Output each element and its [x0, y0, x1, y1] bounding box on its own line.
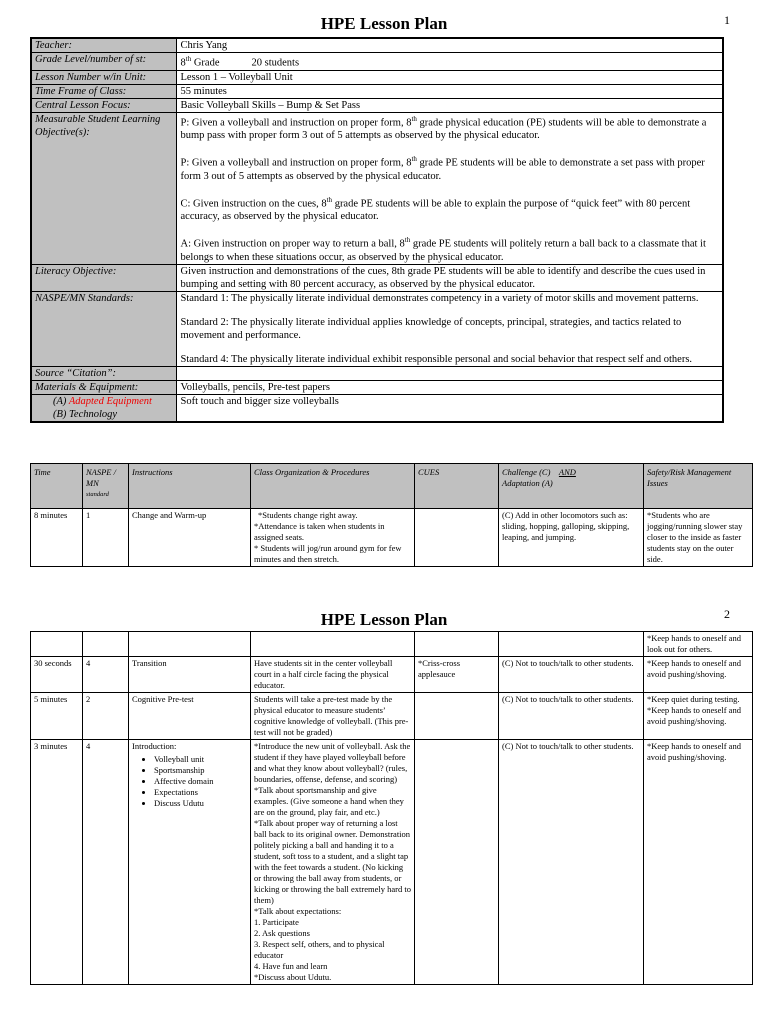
info-value: Soft touch and bigger size volleyballs — [176, 394, 723, 422]
page-number: 2 — [724, 607, 730, 621]
cell-cues: *Criss-cross applesauce — [415, 657, 499, 693]
info-row — [31, 53, 723, 71]
info-value: Given instruction and demonstrations of the cues, 8th grade PE students will be able to identify and describe the cues used in bumping and setting with 80 percent accuracy, as observed by the physical educator. — [176, 264, 723, 291]
list-item: • Affective domain — [154, 776, 247, 787]
col-header-time: Time — [31, 464, 83, 509]
cell-safety: *Students who are jogging/running slower stay closer to the inside as faster students stay on the outer side. — [644, 509, 753, 567]
cell-naspe: 4 — [83, 657, 129, 693]
lesson-info-table — [30, 37, 724, 423]
table-row — [31, 693, 753, 740]
list-item: • Discuss Udutu — [154, 798, 247, 809]
cell-class-org: *Introduce the new unit of volleyball. Ask the student if they have played volleyball before and what they know about volleyball? (rules, boundaries, offense, defense, and scoring) *Talk about sportsmanship and give examples. (Give someone a hand when they are on the ground, play fair, and etc.) *Talk about proper way of returning a lost ball back to its original owner. Demonstration politely picking a ball and handing it to a student, soft toss to a student, and a slight tap with the feet towards a student. (No kicking or throwing the ball away from students, or kicking or throwing the ball extremely hard to them) *Talk about expectations: 1. Participate 2. Ask questions 3. Respect self, others, and to physical educator 4. Have fun and learn *Discuss about Udutu. — [251, 740, 415, 985]
cell-safety: *Keep hands to oneself and avoid pushing/shoving. — [644, 740, 753, 985]
info-value: 8th Grade 20 students — [176, 53, 723, 71]
table-row — [31, 509, 753, 567]
col-header-challenge: Challenge (C) AND Adaptation (A) — [499, 464, 644, 509]
cell-time: 30 seconds — [31, 657, 83, 693]
info-label: Time Frame of Class: — [31, 84, 176, 98]
col-header-cues: CUES — [415, 464, 499, 509]
table-row — [31, 632, 753, 657]
list-item: • Expectations — [154, 787, 247, 798]
cell-cues — [415, 740, 499, 985]
objective: P: Given a volleyball and instruction on proper form, 8th grade physical education (PE) students will be able to demonstrate a bump pass with proper form 3 out of 5 attempts as observed by the physical educator. — [180, 114, 707, 141]
cell-cues — [415, 632, 499, 657]
standard: Standard 2: The physically literate individual applies knowledge of concepts, principal, strategies, and tactics related to movement and performance. — [180, 316, 682, 341]
cell-challenge: (C) Not to touch/talk to other students. — [499, 693, 644, 740]
info-row — [31, 112, 723, 264]
list-item: • Volleyball unit — [154, 754, 247, 765]
objective: A: Given instruction on proper way to return a ball, 8th grade PE students will politely return a ball back to a classmate that it belongs to when these situations occur, as observed by the physical educator. — [180, 236, 706, 263]
info-label: Materials & Equipment: — [31, 380, 176, 394]
cell-class-org: *Students change right away. *Attendance is taken when students in assigned seats. * Students will jog/run around gym for few minutes and then stretch. — [251, 509, 415, 567]
cell-time: 5 minutes — [31, 693, 83, 740]
cell-challenge: (C) Not to touch/talk to other students. — [499, 657, 644, 693]
table-row — [31, 657, 753, 693]
info-label: Source “Citation”: — [31, 366, 176, 380]
cell-safety: *Keep hands to oneself and look out for others. — [644, 632, 753, 657]
cell-challenge: (C) Not to touch/talk to other students. — [499, 740, 644, 985]
standard: Standard 4: The physically literate individual exhibit responsible personal and social behavior that respect self and others. — [180, 353, 693, 365]
page-title: HPE Lesson Plan — [320, 14, 448, 33]
info-row — [31, 38, 723, 53]
cell-time: 8 minutes — [31, 509, 83, 567]
cell-time: 3 minutes — [31, 740, 83, 985]
info-row — [31, 366, 723, 380]
cell-naspe: 1 — [83, 509, 129, 567]
info-value: Basic Volleyball Skills – Bump & Set Pass — [176, 98, 723, 112]
cell-naspe: 2 — [83, 693, 129, 740]
info-label: Lesson Number w/in Unit: — [31, 70, 176, 84]
info-row — [31, 70, 723, 84]
info-label: Central Lesson Focus: — [31, 98, 176, 112]
cell-instructions: Change and Warm-up — [129, 509, 251, 567]
info-row — [31, 264, 723, 291]
cell-cues — [415, 509, 499, 567]
info-value: Lesson 1 – Volleyball Unit — [176, 70, 723, 84]
cell-naspe: 4 — [83, 740, 129, 985]
cell-class-org: Have students sit in the center volleyball court in a half circle facing the physical educator. — [251, 657, 415, 693]
col-header-naspe: NASPE / MN standard — [83, 464, 129, 509]
intro-topic-list — [132, 754, 247, 809]
page-number: 1 — [724, 13, 730, 27]
activity-table — [30, 631, 753, 985]
cell-class-org: Students will take a pre-test made by the physical educator to measure students’ cognitive knowledge of volleyball. (This pre-test will not be graded) — [251, 693, 415, 740]
info-value: Chris Yang — [176, 38, 723, 53]
standards-cell — [176, 291, 723, 366]
info-row — [31, 291, 723, 366]
table-row — [31, 740, 753, 985]
info-label: (A) Adapted Equipment (B) Technology — [31, 394, 176, 422]
page-title: HPE Lesson Plan — [320, 610, 448, 629]
cell-instructions: Introduction: • Volleyball unit • Sportsmanship • Affective domain • Expectations • Discuss Udutu — [129, 740, 251, 985]
objective: P: Given a volleyball and instruction on proper form, 8th grade PE students will be able to demonstrate a set pass with proper form 3 out of 5 attempts as observed by the physical educator. — [180, 155, 705, 182]
cell-challenge: (C) Add in other locomotors such as: sliding, hopping, galloping, skipping, leaping, and jumping. — [499, 509, 644, 567]
cell-class-org — [251, 632, 415, 657]
list-item: • Sportsmanship — [154, 765, 247, 776]
info-label: Teacher: — [31, 38, 176, 53]
info-label: Grade Level/number of st: — [31, 53, 176, 71]
info-label: NASPE/MN Standards: — [31, 291, 176, 366]
standard: Standard 1: The physically literate individual demonstrates competency in a variety of motor skills and movement patterns. — [180, 292, 699, 304]
cell-time — [31, 632, 83, 657]
info-row — [31, 394, 723, 422]
cell-naspe — [83, 632, 129, 657]
info-row — [31, 84, 723, 98]
adapted-equipment-label: Adapted Equipment — [68, 395, 152, 407]
objective: C: Given instruction on the cues, 8th grade PE students will be able to explain the purpose of “quick feet” with 80 percent accuracy, as observed by the physical educator. — [180, 195, 691, 222]
objectives-cell — [176, 112, 723, 264]
col-header-safety: Safety/Risk Management Issues — [644, 464, 753, 509]
col-header-class-org: Class Organization & Procedures — [251, 464, 415, 509]
cell-instructions: Transition — [129, 657, 251, 693]
info-label: Measurable Student Learning Objective(s): — [31, 112, 176, 264]
activity-table — [30, 463, 753, 567]
cell-safety: *Keep quiet during testing. *Keep hands to oneself and avoid pushing/shoving. — [644, 693, 753, 740]
info-value: Volleyballs, pencils, Pre-test papers — [176, 380, 723, 394]
info-label: Literacy Objective: — [31, 264, 176, 291]
cell-instructions: Cognitive Pre-test — [129, 693, 251, 740]
activity-header-row — [31, 464, 753, 509]
info-value: 55 minutes — [176, 84, 723, 98]
cell-challenge — [499, 632, 644, 657]
cell-cues — [415, 693, 499, 740]
cell-instructions — [129, 632, 251, 657]
info-value — [176, 366, 723, 380]
col-header-instructions: Instructions — [129, 464, 251, 509]
info-row — [31, 98, 723, 112]
cell-safety: *Keep hands to oneself and avoid pushing/shoving. — [644, 657, 753, 693]
info-row — [31, 380, 723, 394]
